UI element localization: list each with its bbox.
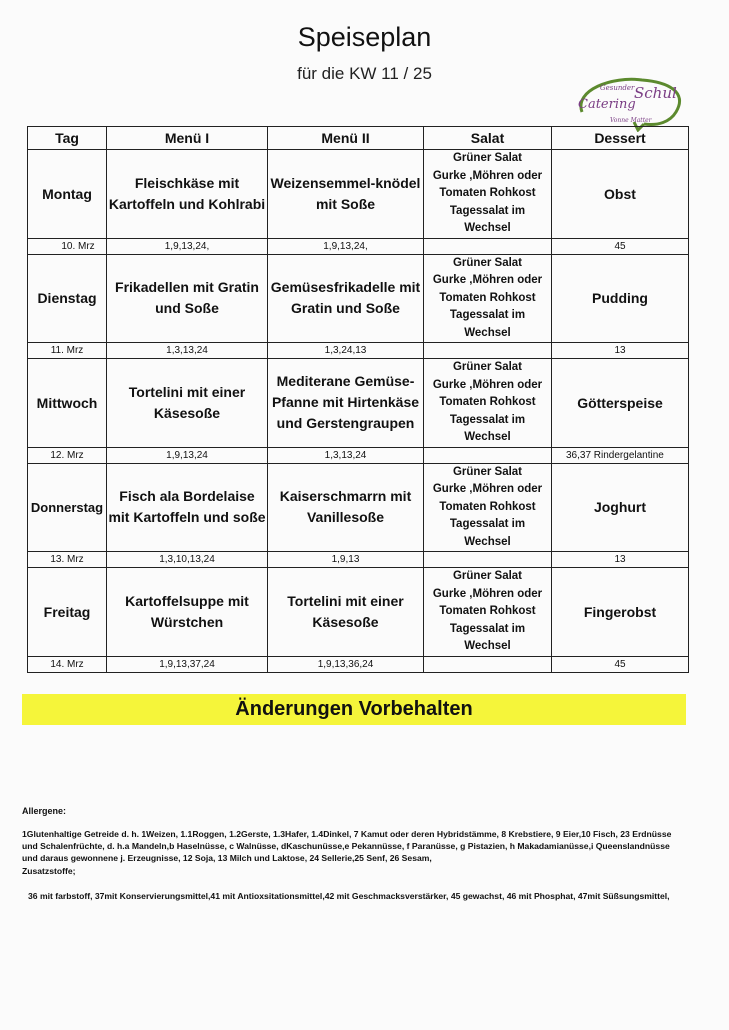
logo-line3: Catering	[578, 97, 636, 112]
additives-text: 36 mit farbstoff, 37mit Konservierungsmittel,41 mit Antioxsitationsmittel,42 mit Geschmacksverstärker, 45 gewachst, 46 mit Phosphat, 47mit Süßsungsmittel,	[28, 891, 670, 901]
dessert-allergens: 45	[552, 656, 689, 672]
dessert-cell: Joghurt	[552, 463, 689, 552]
day-cell: Freitag	[28, 568, 107, 657]
menu2-allergens: 1,3,13,24	[268, 447, 424, 463]
logo-line4: Vonne Matter	[610, 117, 652, 124]
salat-line: Wechsel	[464, 640, 511, 652]
day-cell: Donnerstag	[28, 463, 107, 552]
menu2-cell: Tortelini mit einer Käsesoße	[268, 568, 424, 657]
salat-line: Tagessalat im	[449, 204, 526, 217]
menu1-cell: Tortelini mit einer Käsesoße	[107, 359, 268, 448]
salat-line: Wechsel	[464, 431, 511, 443]
table-row	[28, 150, 689, 239]
salat-line: Tagessalat im	[449, 309, 526, 321]
menu2-cell: Kaiserschmarrn mit Vanillesoße	[268, 463, 424, 552]
dessert-cell: Fingerobst	[552, 568, 689, 657]
salat-line: Grüner Salat	[452, 465, 523, 478]
salat-allergens	[424, 552, 552, 568]
table-row	[28, 359, 689, 448]
menu2-cell: Gemüsesfrikadelle mit Gratin und Soße	[268, 254, 424, 343]
salat-line: Tomaten Rohkost	[439, 396, 536, 408]
menu-table	[27, 126, 689, 673]
dessert-allergens: 36,37 Rindergelantine	[552, 447, 689, 463]
menu1-cell: Fleischkäse mit Kartoffeln und Kohlrabi	[107, 150, 268, 239]
allergens-text: 1Glutenhaltige Getreide d. h. 1Weizen, 1.1Roggen, 1.2Gerste, 1.3Hafer, 1.4Dinkel, 7 Kamut oder deren Hybridstämme, 8 Krebstiere, 9 Eier,10 Fisch, 23 Erdnüsse und Schalenfrüchte, d. h.a Mandeln,b Haselnüsse, c Walnüsse, dKaschunüsse,e Pekannüsse, f Paranüsse, g Pistazien, h Makadamianüsse,i Queenslandnüsse und daraus gewonnene j. Erzeugnisse, 12 Soja, 13 Milch und Laktose, 24 Sellerie,25 Senf, 26 Sesam,	[22, 829, 672, 863]
salat-cell	[424, 359, 552, 448]
header-menu2: Menü II	[268, 127, 424, 150]
date-cell: 14. Mrz	[28, 656, 107, 672]
allergen-row	[28, 656, 689, 672]
salat-line: Gurke ,Möhren oder	[432, 587, 543, 600]
menu1-cell: Fisch ala Bordelaise mit Kartoffeln und soße	[107, 463, 268, 552]
salat-line: Gurke ,Möhren oder	[432, 378, 543, 391]
catering-logo	[572, 72, 688, 132]
date-cell: 11. Mrz	[28, 343, 107, 359]
salat-line: Tagessalat im	[449, 413, 526, 426]
salat-line: Grüner Salat	[452, 256, 523, 269]
table-row	[28, 254, 689, 343]
salat-line: Grüner Salat	[452, 570, 523, 582]
salat-line: Wechsel	[464, 326, 511, 339]
salat-line: Grüner Salat	[452, 361, 523, 373]
menu1-allergens: 1,9,13,24	[107, 447, 268, 463]
salat-line: Tomaten Rohkost	[439, 291, 536, 304]
table-row	[28, 568, 689, 657]
salat-line: Gurke ,Möhren oder	[432, 274, 543, 286]
allergen-row	[28, 447, 689, 463]
dessert-cell: Götterspeise	[552, 359, 689, 448]
menu1-allergens: 1,3,13,24	[107, 343, 268, 359]
logo-line1: Gesunder	[600, 84, 635, 92]
salat-cell	[424, 150, 552, 239]
salat-line: Grüner Salat	[452, 152, 523, 164]
allergen-row	[28, 238, 689, 254]
dessert-allergens: 45	[552, 238, 689, 254]
allergens-label: Allergene:	[22, 806, 67, 816]
salat-line: Wechsel	[464, 535, 511, 548]
dessert-cell: Pudding	[552, 254, 689, 343]
table-row	[28, 463, 689, 552]
additives-label: Zusatzstoffe;	[22, 866, 76, 876]
allergen-row	[28, 343, 689, 359]
changes-reserved-banner: Änderungen Vorbehalten	[22, 694, 686, 725]
page-subtitle: für die KW 11 / 25	[297, 64, 432, 83]
salat-line: Tagessalat im	[449, 622, 526, 635]
day-cell: Dienstag	[28, 254, 107, 343]
allergen-row	[28, 552, 689, 568]
salat-line: Gurke ,Möhren oder	[432, 169, 543, 182]
salat-cell	[424, 568, 552, 657]
dessert-cell: Obst	[552, 150, 689, 239]
salat-line: Tomaten Rohkost	[439, 187, 536, 199]
menu2-allergens: 1,9,13,36,24	[268, 656, 424, 672]
salat-line: Gurke ,Möhren oder	[432, 483, 543, 495]
salat-allergens	[424, 238, 552, 254]
day-cell: Montag	[28, 150, 107, 239]
salat-cell	[424, 254, 552, 343]
menu2-cell: Mediterane Gemüse-Pfanne mit Hirtenkäse und Gerstengraupen	[268, 359, 424, 448]
header-dessert: Dessert	[552, 127, 689, 150]
header-menu1: Menü I	[107, 127, 268, 150]
salat-line: Tomaten Rohkost	[439, 500, 536, 513]
dessert-allergens: 13	[552, 343, 689, 359]
salat-line: Tomaten Rohkost	[439, 605, 536, 617]
menu1-allergens: 1,9,13,37,24	[107, 656, 268, 672]
salat-cell	[424, 463, 552, 552]
date-cell: 13. Mrz	[28, 552, 107, 568]
menu1-cell: Kartoffelsuppe mit Würstchen	[107, 568, 268, 657]
salat-allergens	[424, 447, 552, 463]
dessert-allergens: 13	[552, 552, 689, 568]
day-cell: Mittwoch	[28, 359, 107, 448]
menu2-allergens: 1,9,13,24,	[268, 238, 424, 254]
table-header-row	[28, 127, 689, 150]
menu1-cell: Frikadellen mit Gratin und Soße	[107, 254, 268, 343]
salat-allergens	[424, 656, 552, 672]
salat-line: Tagessalat im	[449, 518, 526, 530]
menu2-allergens: 1,3,24,13	[268, 343, 424, 359]
menu2-allergens: 1,9,13	[268, 552, 424, 568]
header-day: Tag	[28, 127, 107, 150]
date-cell: 10. Mrz	[28, 238, 107, 254]
header-salat: Salat	[424, 127, 552, 150]
page-title: Speiseplan	[297, 22, 432, 52]
salat-line: Wechsel	[464, 222, 511, 234]
logo-line2: Schul	[634, 84, 677, 102]
date-cell: 12. Mrz	[28, 447, 107, 463]
menu2-cell: Weizensemmel-knödel mit Soße	[268, 150, 424, 239]
menu1-allergens: 1,3,10,13,24	[107, 552, 268, 568]
salat-allergens	[424, 343, 552, 359]
menu1-allergens: 1,9,13,24,	[107, 238, 268, 254]
